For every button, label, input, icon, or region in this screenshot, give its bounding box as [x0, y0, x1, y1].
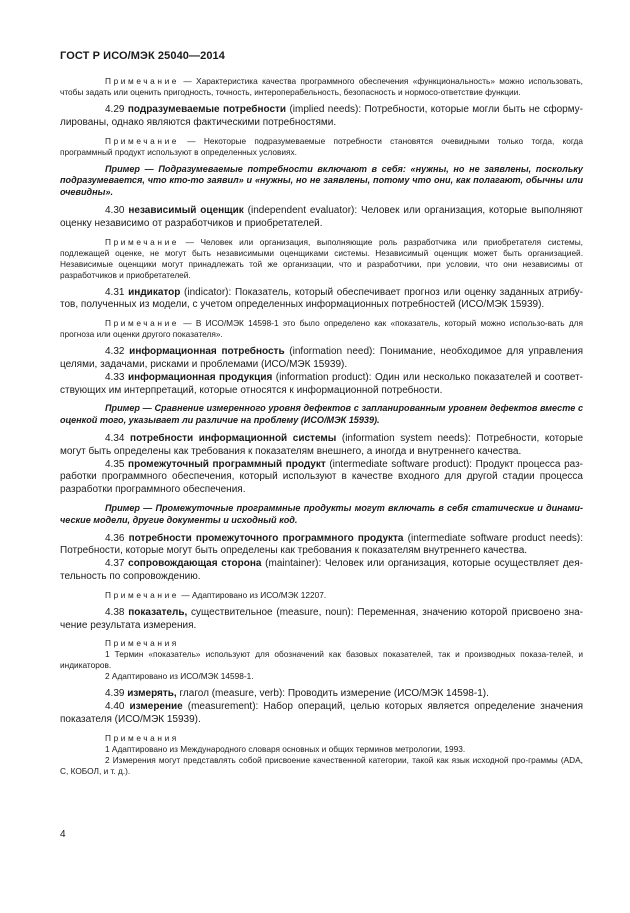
definition-4-34: [60, 433, 583, 459]
definition-number: 4.29: [105, 104, 125, 115]
note-text: — Некоторые подразумеваемые потребности становятся очевидными только тогда, когда программный продукт используют в определенных условиях.: [60, 135, 583, 157]
notes-heading: Примечания: [105, 732, 179, 743]
definition-text: (measurement): Набор операций, целью которых является определение значения показателя (ИСО/МЭК 15939).: [60, 701, 583, 725]
definition-4-31: [60, 287, 583, 313]
definition-term: показатель,: [128, 606, 188, 618]
definition-4-40: [60, 701, 583, 727]
definition-term: индикатор: [128, 286, 181, 298]
note-paragraph: [60, 76, 583, 98]
definition-term: промежуточный программный продукт: [128, 458, 326, 470]
definition-number: 4.31: [105, 286, 125, 298]
document-header: ГОСТ Р ИСО/МЭК 25040—2014: [60, 50, 225, 62]
definition-4-39: [60, 688, 583, 701]
definition-term: измерять,: [127, 688, 177, 700]
definition-text: (information product): Один или несколько показателей и соответ-ствующих им интерпретаций, которые относятся к информационной потребности.: [60, 371, 584, 396]
definition-text: существительное (measure, noun): Переменная, значению которой присвоено зна-чение результата измерения.: [60, 606, 583, 631]
definition-number: 4.40: [105, 701, 125, 713]
note-item: 1 Термин «показатель» используют для обозначений как базовых показателей, так и производных показа-телей, и индикаторов.: [60, 649, 583, 671]
definition-4-32: [60, 346, 583, 372]
notes-heading: Примечания: [105, 638, 179, 649]
note-paragraph: [60, 590, 583, 601]
definition-term: измерение: [129, 701, 183, 713]
note-paragraph: [60, 237, 583, 281]
example-paragraph: Пример — Промежуточные программные продукты могут включать в себя статические и динами-ческие модели, другие документы и исходный код.: [60, 502, 583, 525]
definition-4-37: [60, 558, 583, 584]
definition-text: (independent evaluator): Человек или организация, которые выполняют оценку независимо от разработчиков и приобретателей.: [60, 204, 583, 229]
note-label: Примечание: [105, 589, 180, 600]
definition-4-29: [60, 104, 583, 130]
definition-term: информационная потребность: [129, 346, 285, 358]
definition-term: потребности информационной системы: [130, 432, 337, 444]
definition-text: (maintainer): Человек или организация, которые осуществляет дея-тельность по сопровождению.: [60, 558, 583, 582]
definition-text: (information system needs): Потребности, которые могут быть определены как требования к показателям внешнего, а иногда и внутреннего качества.: [60, 432, 584, 457]
note-label: Примечание: [105, 318, 180, 329]
definition-text: глагол (measure, verb): Проводить измерение (ИСО/МЭК 14598-1).: [176, 688, 489, 700]
example-paragraph: Пример — Сравнение измеренного уровня дефектов с запланированным уровнем дефектов вместе с оценкой того, указывает ли различие на проблему (ИСО/МЭК 15939).: [60, 403, 583, 426]
document-body: [60, 76, 583, 777]
note-item: 2 Адаптировано из ИСО/МЭК 14598-1.: [105, 671, 254, 682]
definition-4-33: [60, 372, 583, 398]
definition-text: (implied needs): Потребности, которые могли быть не сформу-лированы, однако являются фактическими потребностями.: [60, 104, 584, 128]
definition-4-30: [60, 205, 583, 231]
definition-number: 4.30: [105, 204, 125, 216]
definition-4-38: [60, 607, 583, 633]
definition-number: 4.38: [105, 606, 125, 618]
note-text: — Человек или организация, выполняющие роль разработчика или приобретателя системы, подлежащей оценке, не могут быть независимыми оценщиками системы. Независимый оценщик может быть организацией. Независимые оценщики могут принадлежать той же организации, что и разработчики, при условии, что они независимы от разработчиков и приобретателей.: [60, 236, 583, 280]
note-label: Примечание: [105, 76, 180, 86]
definition-text: (intermediate software product needs): Потребности, которые могут быть определены как требования к показателям внутреннего качества.: [60, 532, 583, 557]
definition-number: 4.36: [105, 532, 125, 544]
definition-text: (indicator): Показатель, который обеспечивает прогноз или оценку заданных атрибу-тов, полученных из модели, с учетом определенных информационных потребностей (ИСО/МЭК 15939).: [60, 286, 583, 311]
note-item: 2 Измерения могут представлять собой присвоение качественной категории, такой как язык исходной про-граммы (ADA, С, КОБОЛ, и т. д.).: [60, 754, 583, 776]
note-paragraph: [60, 136, 583, 158]
definition-4-35: [60, 459, 583, 497]
definition-text: (information need): Понимание, необходимое для управления целями, задачами, рисками и проблемами (ИСО/МЭК 15939).: [60, 346, 583, 370]
note-paragraph: [60, 318, 583, 340]
definition-number: 4.32: [105, 346, 125, 358]
definition-number: 4.34: [105, 432, 125, 444]
note-label: Примечание: [105, 135, 180, 146]
definition-number: 4.39: [105, 688, 125, 700]
definition-term: информационная продукция: [127, 371, 273, 383]
definition-term: потребности промежуточного программного продукта: [128, 532, 404, 544]
definition-term: сопровождающая сторона: [128, 558, 262, 570]
note-label: Примечание: [105, 236, 180, 247]
note-text: — Адаптировано из ИСО/МЭК 12207.: [179, 589, 327, 600]
definition-term: подразумеваемые потребности: [127, 104, 287, 115]
definition-number: 4.35: [105, 458, 125, 470]
definition-text: (intermediate software product): Продукт процесса раз-работки программного обеспечения, который используют в качестве входного для другой стадии процесса разработки программного обеспечения.: [60, 458, 583, 496]
definition-4-36: [60, 533, 583, 559]
example-paragraph: Пример — Подразумеваемые потребности включают в себя: «нужны, но не заявлены, поскольку подразумевается, что кто-то заявил» и «нужны, но не заявлены, потому что они, как полагают, обычны или очевидны».: [60, 163, 583, 198]
page-number: 4: [60, 829, 66, 840]
note-text: — Характеристика качества программного обеспечения «функциональность» можно использовать, чтобы задать или оценить пригодность, точность, интероперабельность, безопасность и нормосо-ответствие функции.: [60, 76, 583, 97]
note-text: — В ИСО/МЭК 14598-1 это было определено как «показатель, который можно использо-вать для прогноза или оценки другого показателя».: [60, 318, 583, 340]
definition-term: независимый оценщик: [128, 204, 244, 216]
definition-number: 4.37: [105, 558, 125, 570]
note-item: 1 Адаптировано из Международного словаря основных и общих терминов метрологии, 1993.: [105, 743, 466, 754]
definition-number: 4.33: [105, 371, 125, 383]
